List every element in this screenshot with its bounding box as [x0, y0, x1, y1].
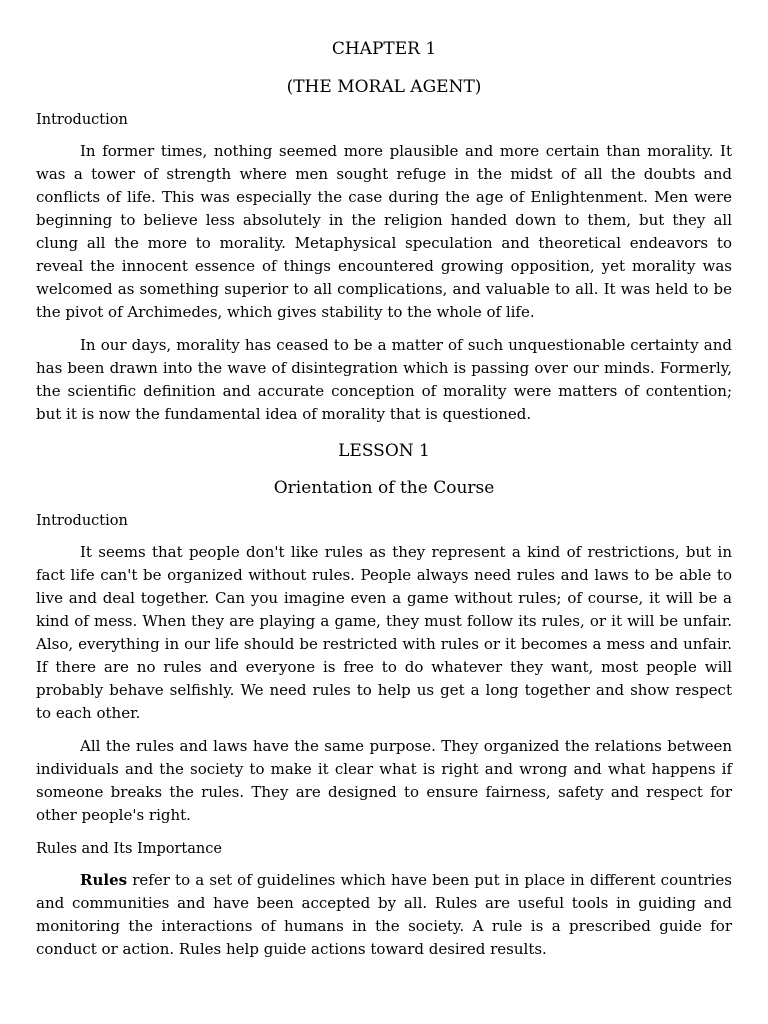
rules-section-heading: Rules and Its Importance [36, 841, 222, 857]
lesson-intro-paragraph-1: It seems that people don't like rules as they represent a kind of restrictions, but in fact life can't be organized without rules. People always need rules and laws to be able to live and deal together. Can you imagine even a game without rules; of course, it will be a kind of mess. When they are playing a game, they must follow its rules, or it will be unfair. Also, everything in our life should be restricted with rules or it becomes a mess and unfair. If there are no rules and everyone is free to do whatever they want, most people will probably behave selfishly. We need rules to help us get a long together and show respect to each other. [36, 543, 732, 722]
rules-paragraph-text: refer to a set of guidelines which have been put in place in different countries and communities and have been accepted by all. Rules are useful tools in guiding and monitoring the interactions of humans in the society. A rule is a prescribed guide for conduct or action. Rules help guide actions toward desired results. [36, 871, 732, 958]
chapter-title: CHAPTER 1 [331, 39, 437, 59]
lesson-intro-heading: Introduction [36, 513, 128, 529]
chapter-intro-paragraph-1: In former times, nothing seemed more plausible and more certain than morality. It was a tower of strength where men sought refuge in the midst of all the doubts and conflicts of life. This was especially the case during the age of Enlightenment. Men were beginning to believe less absolutely in the religion handed down to them, but they all clung all the more to morality. Metaphysical speculation and theoretical endeavors to reveal the innocent essence of things encountered growing opposition, yet morality was welcomed as something superior to all complications, and valuable to all. It was held to be the pivot of Archimedes, which gives stability to the whole of life. [36, 142, 732, 321]
lesson-intro-paragraph-2: All the rules and laws have the same purpose. They organized the relations between individuals and the society to make it clear what is right and wrong and what happens if someone breaks the rules. They are designed to ensure fairness, safety and respect for other people's right. [36, 737, 732, 824]
chapter-subtitle: (THE MORAL AGENT) [286, 77, 482, 97]
document-page [36, 38, 732, 961]
lesson-title: LESSON 1 [338, 441, 430, 461]
chapter-intro-paragraph-2: In our days, morality has ceased to be a matter of such unquestionable certainty and has been drawn into the wave of disintegration which is passing over our minds. Formerly, the scientific definition and accurate conception of morality were matters of contention; but it is now the fundamental idea of morality that is questioned. [36, 336, 732, 423]
lesson-subtitle: Orientation of the Course [273, 478, 495, 498]
rules-paragraph [36, 869, 732, 961]
chapter-intro-heading: Introduction [36, 112, 128, 128]
rules-term: Rules [80, 871, 128, 889]
